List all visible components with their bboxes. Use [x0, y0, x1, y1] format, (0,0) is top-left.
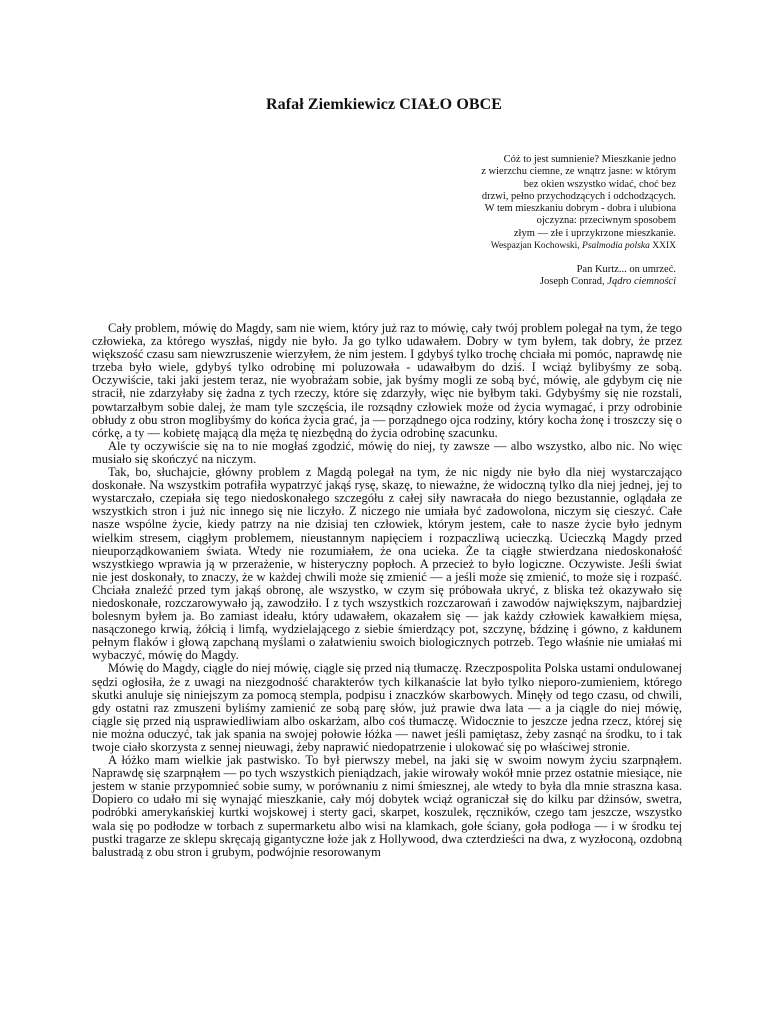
- epigraph-line: z wierzchu ciemne, ze wnątrz jasne: w którym: [481, 166, 676, 178]
- attribution-work: Psalmodia polska: [582, 241, 650, 252]
- epigraph-line: ojczyzna: przeciwnym sposobem: [536, 215, 676, 227]
- attribution-author: Joseph Conrad,: [539, 276, 608, 288]
- epigraph-attribution: [416, 240, 676, 252]
- body-text: [92, 322, 682, 859]
- epigraph-conrad: [416, 264, 676, 289]
- paragraph: A łóżko mam wielkie jak pastwisko. To był pierwszy mebel, na jaki się w swoim nowym życiu szarpnąłem. Naprawdę się szarpnąłem — po tych wszystkich pieniądzach, jakie wirowały wokół mnie przez ostatnie miesiące, nie jestem w stanie przypomnieć sobie sumy, w porównaniu z nimi śmiesznej, ale wtedy to była dla mnie straszna kasa. Dopiero co udało mi się wynająć mieszkanie, cały mój dobytek wciąż ograniczał się do kilku par dżinsów, swetra, podróbki amerykańskiej kurtki wojskowej i sterty gaci, skarpet, koszulek, ręczników, czego tam jeszcze, wszystko wala się po podłodze w torbach z supermarketu albo wisi na klamkach, gołe ściany, goła podłoga — i w środku tej pustki tragarze ze sklepu skręcają gigantyczne łoże jak z Hollywood, dwa czterdzieści na dwa, z wyzłoconą, ozdobną balustradą z obu stron i grubym, podwójnie resorowanym: [92, 753, 682, 859]
- paragraph: Cały problem, mówię do Magdy, sam nie wiem, który już raz to mówię, cały twój problem polegał na tym, że tego człowieka, za którego wyszłaś, nigdy nie było. Ja go tylko udawałem. Dobry w tym byłem, tak dobry, że przez większość czasu sam niewzruszenie wierzyłem, że nim jestem. I gdybyś tylko trochę chciała mi pomóc, naprawdę nie trzeba było wiele, gdybyś tylko odrobinę mi poluzowała - udawałbym do dziś. I wciąż bylibyśmy ze sobą. Oczywiście, taki jaki jestem teraz, nie wyobrażam sobie, jak byśmy mogli ze sobą być, mówię, ale gdybym cię nie stracił, nie zdarzyłaby się żadna z tych rzeczy, które się zdarzyły, więc nie byłbym taki. Gdybyśmy się nie rozstali, powtarzałbym sobie dalej, że mam tyle szczęścia, ile rozsądny człowiek może od życia wymagać, i przy odrobinie obłudy z obu stron moglibyśmy do końca życia grać, ja — porządnego ojca rodziny, który kocha żonę i troszczy się o córkę, a ty — kobietę mającą dla męża tę niezbędną do życia odrobinę szacunku.: [92, 321, 682, 440]
- paragraph: Tak, bo, słuchajcie, główny problem z Magdą polegał na tym, że nic nigdy nie było dla niej wystarczająco doskonałe. Na wszystkim potrafiła wypatrzyć jakąś rysę, skazę, to nieważne, że widoczną tylko dla niej jednej, jej to wystarczało, czepiała się tego niedoskonałego szczegółu z całej siły nawracała do niego bezustannie, oglądała ze wszystkich stron i już nic innego się nie liczyło. Z niczego nie umiała być zadowolona, niczym się cieszyć. Całe nasze wspólne życie, kiedy patrzy na nie dzisiaj ten człowiek, którym jestem, całe to nasze życie było jednym wielkim stresem, ciągłym problemem, nieustannym napięciem i rozpaczliwą ucieczką. Ucieczką Magdy przed nieuporządkowaniem świata. Wtedy nie rozumiałem, że ona ucieka. Że ta ciągłe stwierdzana niedoskonałość wszystkiego wprawia ją w przerażenie, w histeryczny popłoch. A przecież to było logiczne. Oczywiste. Jeśli świat nie jest doskonały, to znaczy, że w każdej chwili może się zmienić — a jeśli może się zmienić, to może się i rozpaść. Chciała znaleźć przed tym jakąś obronę, ale wszystko, w czym się próbowała ukryć, z bliska też okazywało się niedoskonałe, rozczarowywało ją, zawodziło. I z tych wszystkich rozczarowań i zawodów największym, najbardziej bolesnym byłem ja. Bo zamiast ideału, który udawałem, okazałem się — jak każdy człowiek kawałkiem mięsa, nasączonego krwią, żółcią i limfą, wydzielającego z siebie śmierdzący pot, szczynę, bździnę i gówno, z kałdunem pełnym flaków i głową zapchaną myślami o załatwieniu swoich biologicznych potrzeb. Tego właśnie nie umiałaś mi wybaczyć, mówię do Magdy.: [92, 465, 682, 663]
- paragraph: Ale ty oczywiście się na to nie mogłaś zgodzić, mówię do niej, ty zawsze — albo wszystko, albo nic. No więc musiało się skończyć na niczym.: [92, 438, 682, 466]
- attribution-author: Wespazjan Kochowski,: [490, 241, 583, 252]
- attribution-suffix: XXIX: [649, 241, 676, 252]
- epigraph-line: złym — złe i uprzykrzone mieszkanie.: [513, 227, 676, 239]
- epigraph-line: W tem mieszkaniu dobrym - dobra i ulubiona: [484, 203, 676, 215]
- document-title: Rafał Ziemkiewicz CIAŁO OBCE: [265, 96, 503, 113]
- epigraph-quote: Pan Kurtz... on umrzeć.: [576, 264, 676, 275]
- epigraph-line: Cóż to jest sumnienie? Mieszkanie jedno: [503, 154, 676, 165]
- epigraph-line: bez okien wszystko widać, choć bez: [523, 178, 676, 190]
- attribution-work: Jądro ciemności: [607, 276, 676, 288]
- paragraph: Mówię do Magdy, ciągle do niej mówię, ciągle się przed nią tłumaczę. Rzeczpospolita Polska ustami ondulowanej sędzi ogłosiła, że z uwagi na niezgodność charakterów tych kilkanaście lat było tylko nieporo-zumieniem, którego skutki anuluje się niniejszym za pomocą stempla, podpisu i znaczków skarbowych. Minęły od tego czasu, od chwili, gdy ostatni raz zmuszeni byliśmy zamienić ze sobą parę słów, już prawie dwa lata — a ja ciągle do niej mówię, ciągle się przed nią usprawiedliwiam albo oskarżam, albo coś tłumaczę. Widocznie to jeszcze jedna rzecz, której się nie można oduczyć, tak jak spania na swojej połowie łóżka — nawet jeśli pamiętasz, żeby zasnąć na środku, to i tak twoje ciało skorzysta z sennej nieuwagi, żeby naprawić niedopatrzenie i ulokować się po właściwej stronie.: [92, 661, 682, 754]
- epigraph-line: drzwi, pełno przychodzących i odchodzących.: [481, 190, 676, 202]
- epigraph-kochowski: [416, 154, 676, 252]
- epigraph-attribution: [416, 276, 676, 288]
